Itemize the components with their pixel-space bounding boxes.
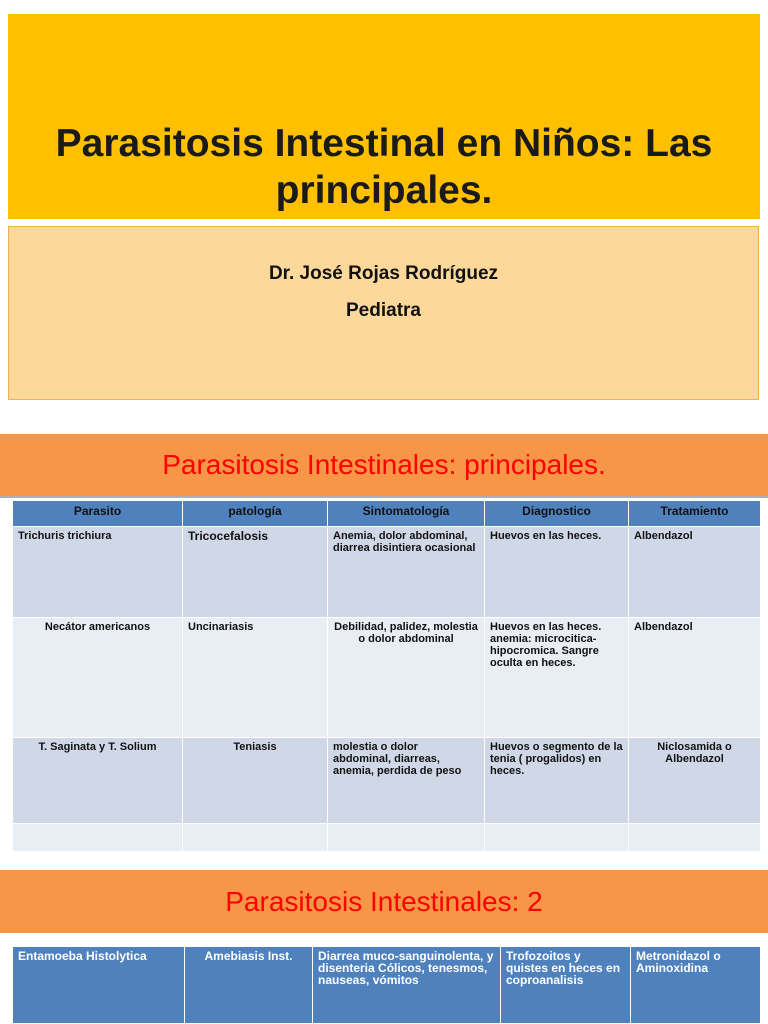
table-cell: Necátor americanos [13,618,183,738]
parasites-table [12,500,761,852]
title-slide-header [8,14,760,219]
section-title-principales: Parasitosis Intestinales: principales. [0,434,768,498]
table-cell: Trichuris trichiura [13,527,183,618]
header-sintomatologia: Sintomatología [328,501,485,527]
table-cell: Diarrea muco-sanguinolenta, y disenteria Cólicos, tenesmos, nauseas, vómitos [313,947,501,1024]
table-row [13,947,761,1024]
table-cell: Niclosamida o Albendazol [629,738,761,824]
header-parasito: Parasito [13,501,183,527]
table-cell: Huevos o segmento de la tenia ( progalidos) en heces. [485,738,629,824]
header-tratamiento: Tratamiento [629,501,761,527]
table-cell-empty [485,824,629,852]
table-cell: Anemia, dolor abdominal, diarrea disintiera ocasional [328,527,485,618]
table-cell: Albendazol [629,527,761,618]
table-cell: T. Saginata y T. Solium [13,738,183,824]
table-cell: Amebiasis Inst. [185,947,313,1024]
author-name: Dr. José Rojas Rodríguez [268,263,499,284]
table-cell-empty [629,824,761,852]
section-title-2: Parasitosis Intestinales: 2 [0,870,768,933]
table-cell: Huevos en las heces. [485,527,629,618]
slide-title: Parasitosis Intestinal en Niños: Las principales. [55,121,713,212]
table-cell: molestia o dolor abdominal, diarreas, anemia, perdida de peso [328,738,485,824]
table-cell-empty [328,824,485,852]
table-cell: Metronidazol o Aminoxidina [631,947,761,1024]
table-cell-empty [13,824,183,852]
table-cell: Uncinariasis [183,618,328,738]
table-cell: Albendazol [629,618,761,738]
table-cell: Debilidad, palidez, molestia o dolor abdominal [328,618,485,738]
subtitle-box [8,226,759,400]
author-role: Pediatra [346,300,421,321]
table-row [13,618,761,738]
table-row-empty [13,824,761,852]
table-row [13,527,761,618]
parasites-table-2 [12,946,761,1024]
table-cell: Teniasis [183,738,328,824]
table-cell: Tricocefalosis [183,527,328,618]
table-cell-empty [183,824,328,852]
table-cell: Huevos en las heces. anemia: microcitica-hipocromica. Sangre oculta en heces. [485,618,629,738]
table-cell: Entamoeba Histolytica [13,947,185,1024]
table-row [13,738,761,824]
header-patologia: patología [183,501,328,527]
table-cell: Trofozoitos y quistes en heces en coproanalisis [501,947,631,1024]
header-diagnostico: Diagnostico [485,501,629,527]
